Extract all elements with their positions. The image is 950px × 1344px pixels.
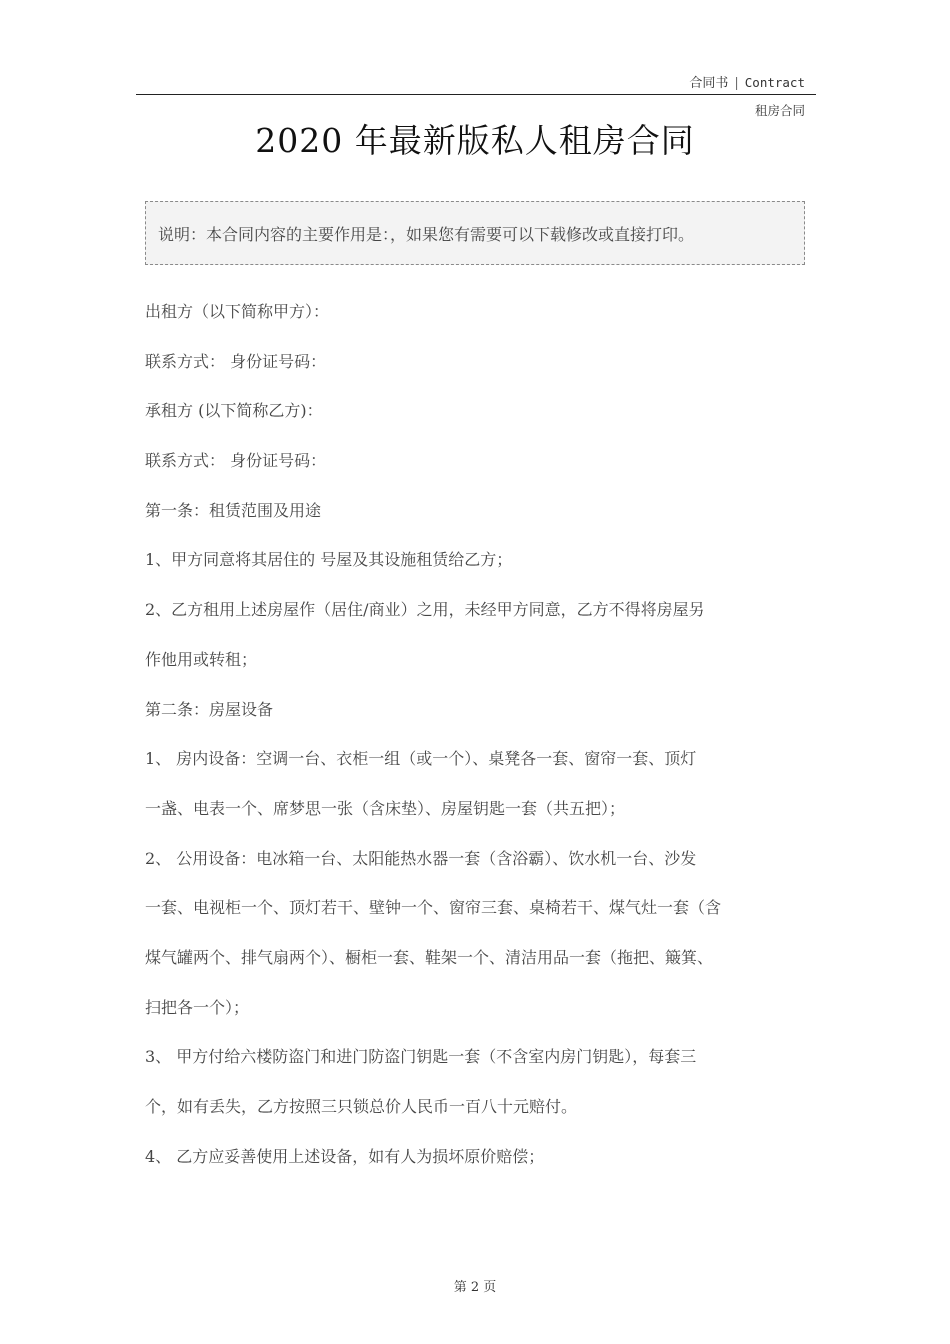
body-line: 个，如有丢失，乙方按照三只锁总价人民币一百八十元赔付。 xyxy=(145,1097,578,1116)
body-line: 扫把各一个）； xyxy=(145,997,250,1017)
header-label-en: Contract xyxy=(744,75,805,90)
header-rule xyxy=(136,94,816,95)
body-line: 3、 甲方付给六楼防盗门和进门防盗门钥匙一套（不含室内房门钥匙），每套三 xyxy=(145,1047,697,1067)
section-heading: 第一条：租赁范围及用途 xyxy=(145,500,322,520)
body-line: 联系方式： 身份证号码： xyxy=(145,451,327,471)
header-subtitle: 租房合同 xyxy=(754,103,805,118)
body-line: 4、 乙方应妥善使用上述设备，如有人为损坏原价赔偿； xyxy=(145,1146,545,1166)
body-line: 出租方（以下简称甲方）： xyxy=(145,302,330,321)
header-separator: | xyxy=(734,76,739,91)
body-line: 2、乙方租用上述房屋作（居住/商业）之用，未经甲方同意，乙方不得将房屋另 xyxy=(145,600,705,620)
header-label-cn: 合同书 xyxy=(689,76,729,91)
contract-body xyxy=(145,294,810,1188)
body-line: 1、 房内设备：空调一台、衣柜一组（或一个）、桌凳各一套、窗帘一套、顶灯 xyxy=(145,749,697,769)
body-line: 一盏、电表一个、席梦思一张（含床垫）、房屋钥匙一套（共五把）； xyxy=(145,798,626,818)
note-box xyxy=(145,201,805,265)
body-line: 作他用或转租； xyxy=(145,649,258,669)
body-line: 联系方式： 身份证号码： xyxy=(145,351,327,371)
header-label xyxy=(689,72,805,91)
section-heading: 第二条：房屋设备 xyxy=(145,699,274,719)
body-line: 一套、电视柜一个、顶灯若干、壁钟一个、窗帘三套、桌椅若干、煤气灶一套（含 xyxy=(145,898,722,918)
body-line: 煤气罐两个、排气扇两个）、橱柜一套、鞋架一个、清洁用品一套（拖把、簸箕、 xyxy=(145,947,714,967)
body-line: 2、 公用设备：电冰箱一台、太阳能热水器一套（含浴霸）、饮水机一台、沙发 xyxy=(145,848,697,868)
note-text: 说明：本合同内容的主要作用是：，如果您有需要可以下载修改或直接打印。 xyxy=(158,224,695,244)
document-title: 2020 年最新版私人租房合同 xyxy=(255,121,695,160)
body-line: 承租方 (以下简称乙方)： xyxy=(145,401,323,421)
page-number: 第 2 页 xyxy=(453,1280,497,1295)
body-line: 1、甲方同意将其居住的 号屋及其设施租赁给乙方； xyxy=(145,550,513,570)
